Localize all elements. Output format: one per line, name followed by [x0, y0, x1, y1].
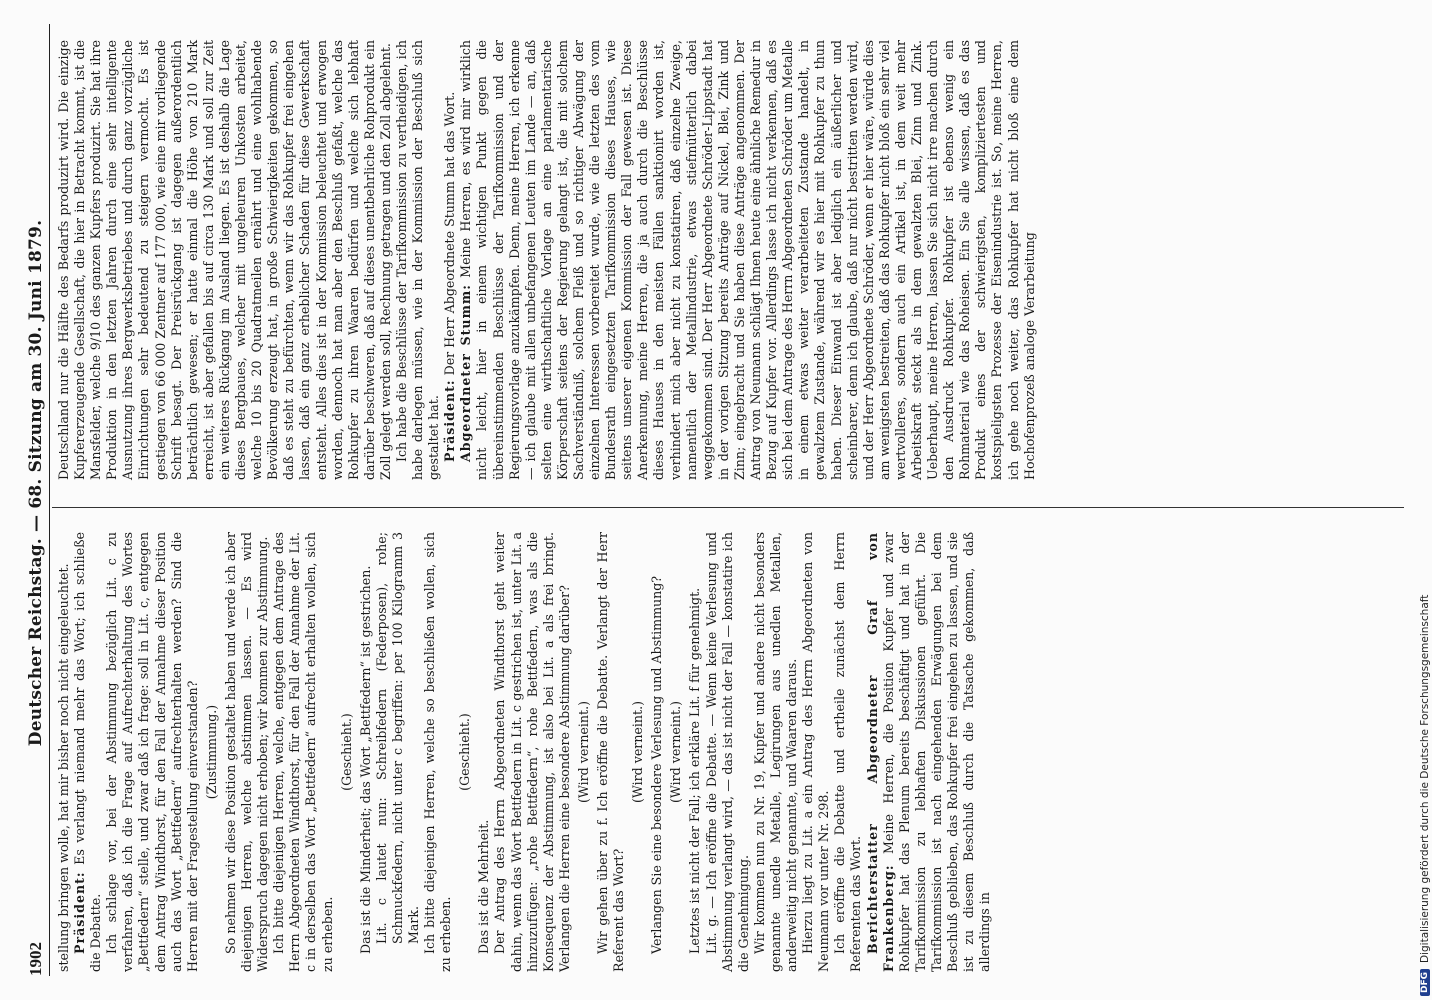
stage-direction: (Geschieht.) [457, 713, 473, 791]
speech-text: Meine Herren, die Position Kupfer und zwar Rohkupfer hat das Plenum bereits beschäftigt und hat in der Tarifkommission zu lebhaften Diskussionen geführt. Die Tarifkommission ist nach eingehenden Erwägungen bei dem Beschluß geblieben, das Rohkupfer frei eingehen zu lassen, und sie ist zu diesem Beschluß durch die Tatsache gekommen, daß allerdings in [880, 532, 993, 972]
paragraph: Wir kommen nun zu Nr. 19, Kupfer und andere nicht besonders genannte unedle Metalle, Legirungen aus unedlen Metallen, anderweitig nicht genannte, und Waaren daraus. [751, 532, 800, 972]
speech-paragraph [72, 532, 104, 972]
paragraph: Letztes ist nicht der Fall; ich erkläre Lit. f für genehmigt. [687, 587, 703, 954]
paragraph: stellung bringen wolle, hat mir bisher noch nicht eingeleuchtet. [56, 563, 71, 972]
stage-direction: (Zustimmung.) [203, 704, 219, 800]
footer-credit: Digitalisierung gefördert durch die Deutsche Forschungsgemeinschaft [1418, 594, 1431, 963]
quoted-position: Lit. c lautet nun: Schreibfedern (Federposen), rohe; Schmuckfedern, nicht unter c begriffen: per 100 Kilogramm 3 Mark. [373, 532, 421, 944]
paragraph: Verlangen Sie eine besondere Verlesung und Abstimmung? [649, 575, 665, 954]
speaker-name: Präsident: [72, 871, 88, 954]
paragraph: Hierzu liegt zu Lit. a ein Antrag des Herrn Abgeordneten von Neumann vor unter Nr. 298. [800, 532, 832, 972]
paragraph: Wir gehen über zu f. Ich eröffne die Debatte. Verlangt der Herr Referent das Wort? [595, 532, 627, 972]
stage-direction: (Wird verneint.) [575, 700, 591, 804]
speech-paragraph [865, 532, 994, 972]
dfg-logo: DFG [1420, 969, 1430, 996]
speaker-name: Abgeordneter Stumm: [458, 284, 474, 462]
right-column [56, 40, 1038, 480]
paragraph: Ich eröffne die Debatte und ertheile zunächst dem Herrn Referenten das Wort. [832, 532, 864, 972]
stage-direction: (Wird verneint.) [630, 700, 646, 804]
speaker-name: Präsident: [442, 379, 458, 462]
paragraph: Ich schlage vor, bei der Abstimmung bezüglich Lit. c zu verfahren, daß ich die Frage auf Aufrechterhaltung des Wortes „Bettfedern“ stelle, und zwar daß ich frage: soll in Lit. c, entgegen dem Antrag Windthorst, für den Fall der Annahme dieser Position auch das Wort „Bettfedern“ aufrechterhalten werden? Sind die Herren mit der Fragestellung einverstanden? [104, 532, 200, 972]
paragraph: Ich bitte diejenigen Herren, welche, entgegen dem Antrage des Herrn Abgeordneten Windthorst, für den Fall der Annahme der Lit. c in derselben das Wort „Bettfedern“ aufrecht erhalten wollen, sich zu erheben. [271, 532, 335, 972]
page-footer [1417, 0, 1432, 1000]
stage-direction: (Wird verneint.) [668, 700, 684, 804]
paragraph: So nehmen wir diese Position gestaltet haben und werde ich aber diejenigen Herren, welche abstimmen lassen. — Es wird Widerspruch dagegen nicht erhoben; wir kommen zur Abstimmung. [222, 532, 271, 972]
speech-text: Meine Herren, es wird mir wirklich nicht leicht, hier in einem wichtigen Punkt gegen die übereinstimmenden Beschlüsse der Tarifkommission und der Regierungsvorlage anzukämpfen. Denn, meine Herren, ich erkenne — ich glaube mit allen unbefangenen Leuten im Lande — an, daß selten eine wirthschaftliche Vorlage an eine parlamentarische Körperschaft seitens der Regierung gelangt ist, die mit solchem Sachverständniß, solchem Fleiß und so richtiger Abwägung der einzelnen Interessen vorbereitet wurde, wie die letzten des vom Bundesrath eingesetzten Tarifkommission dieses Hauses, wie seitens unserer eigenen Kommission der Fall gewesen ist. Diese Anerkennung, meine Herren, die ja auch durch die Beschlüsse dieses Hauses in den meisten Fällen sanktionirt worden ist, verhindert mich aber nicht zu konstatiren, daß einzelne Zweige, namentlich der Metallindustrie, etwas stiefmütterlich dabei weggekommen sind. Der Herr Abgeordnete Schröder-Lippstadt hat in der vorigen Sitzung bereits Anträge auf Nickel, Blei, Zink und Zinn; eingebracht und Sie haben diese Anträge angenommen. Der Antrag von Neumann schlägt Ihnen heute eine ähnliche Remedur in Bezug auf Kupfer vor. Allerdings lasse ich nicht verkennen, daß es sich bei dem Antrage des Herrn Abgeordneten Schröder um Metalle in einem etwas weiter verarbeiteten Zustande handelt, in gewalztem Zustande, während wir es hier mit Rohkupfer zu thun haben. Dieser Einwand ist aber lediglich ein äußerlicher und scheinbarer, denn ich glaube, daß nur nicht bestritten werden wird, und der Herr Abgeordnete Schröder, wenn er hier wäre, würde dies am wenigsten bestreiten, daß das Rohkupfer nicht bloß ein sehr viel wertvolleres, sondern auch ein Artikel ist, in dem weit mehr Arbeitskraft steckt als in dem gewalzten Blei, Zinn und Zink. Ueberhaupt, meine Herren, lassen Sie sich nicht irre machen durch den Ausdruck Rohkupfer. Rohkupfer ist ebenso wenig ein Rohmaterial wie das Roheisen. Ein Sie alle wissen, daß es das Produkt eines der schwierigsten, kompliziertesten und kostspieligsten Prozesse der Eisenindustrie ist. So, meine Herren, ich gehe noch weiter, das Rohkupfer hat nicht bloß eine dem Hochofenprozeß analoge Verarbeitung [458, 40, 1037, 480]
paragraph: Das ist die Minderheit; das Wort „Bettfedern“ ist gestrichen. [357, 565, 373, 954]
paragraph: Das ist die Mehrheit. [476, 819, 492, 954]
page-header [16, 24, 50, 976]
speaker-name: Berichterstatter Abgeordneter Graf von Frankenberg: [864, 532, 896, 972]
left-column [56, 532, 993, 972]
paragraph: Ich habe die Beschlüsse der Tarifkommission zu vertheidigen, ich habe darlegen müssen, wie in der Kommission der Beschluß sich gestaltet hat. [393, 40, 442, 480]
stage-direction: (Geschieht.) [338, 713, 354, 791]
paragraph: Der Antrag des Herrn Abgeordneten Windthorst geht weiter dahin, wenn das Wort Bettfedern in Lit. c gestrichen ist, unter Lit. a hinzuzufügen: „rohe Bettfedern“, rohe Bettfedern, was als die Konsequenz der Abstimmung, ist also bei Lit. a als frei bringt. Verlangen die Herren eine besondere Abstimmung darüber? [492, 532, 572, 972]
page-number: 1902 [26, 942, 45, 976]
paragraph: Lit. g. — Ich eröffne die Debatte. — Wenn keine Verlesung und Abstimmung verlangt wird, — das ist nicht der Fall — konstatire ich die Genehmigung. [703, 532, 751, 972]
publication-header: Deutscher Reichstag. — 68. Sitzung am 30. Juni 1879. [26, 219, 46, 747]
column-divider [52, 507, 1404, 508]
speech-text: Der Herr Abgeordnete Stumm hat das Wort. [442, 91, 458, 376]
paragraph: Deutschland nur die Hälfte des Bedarfs produzirt wird. Die einzige Kupfererzeugende Gesellschaft, die hier in Betracht kommt, ist die Mansfelder, welche 9/10 des ganzen Kupfers produzirt. Sie hat ihre Produktion in den letzten Jahren durch eine sehr intelligente Ausnutzung ihres Bergwerksbetriebes und durch ganz vorzügliche Einrichtungen sehr bedeutend zu steigern vermocht. Es ist gestiegen von 66 000 Zentner auf 177 000, wie eine mir vorliegende Schrift besagt. Der Preisrückgang ist dagegen außerordentlich beträchtlich gewesen; er hatte einmal die Höhe von 210 Mark erreicht, ist aber gefallen bis auf circa 130 Mark und soll zur Zeit ein weiteres Rückgang im Ausland liegen. Es ist deshalb die Lage dieses Bergbaues, welcher mit ungeheuren Unkosten arbeitet, welche 10 bis 20 Quadratmeilen ernährt und eine wohlhabende Bevölkerung erzeugt hat, in große Schwierigkeiten gekommen, so daß es steht zu befürchten, wenn wir das Rohkupfer frei eingehen lassen, daß ein ganz erheblicher Schaden für diese Gewerkschaft entsteht. Alles dies ist in der Kommission beleuchtet und erwogen worden, dennoch hat man aber den Beschluß gefaßt, welche das Rohkupfer zu ihren Waaren bedürfen und welche sich lebhaft darüber beschweren, daß auf dieses unentbehrliche Rohprodukt ein Zoll gelegt werden soll, Rechnung getragen und den Zoll abgelehnt. [56, 40, 393, 480]
speech-paragraph [458, 40, 1037, 480]
paragraph: Ich bitte diejenigen Herren, welche so beschließen wollen, sich zu erheben. [422, 532, 454, 972]
speech-paragraph [442, 40, 458, 480]
speech-text: Es verlangt niemand mehr das Wort; ich schließe die Debatte. [72, 532, 104, 972]
